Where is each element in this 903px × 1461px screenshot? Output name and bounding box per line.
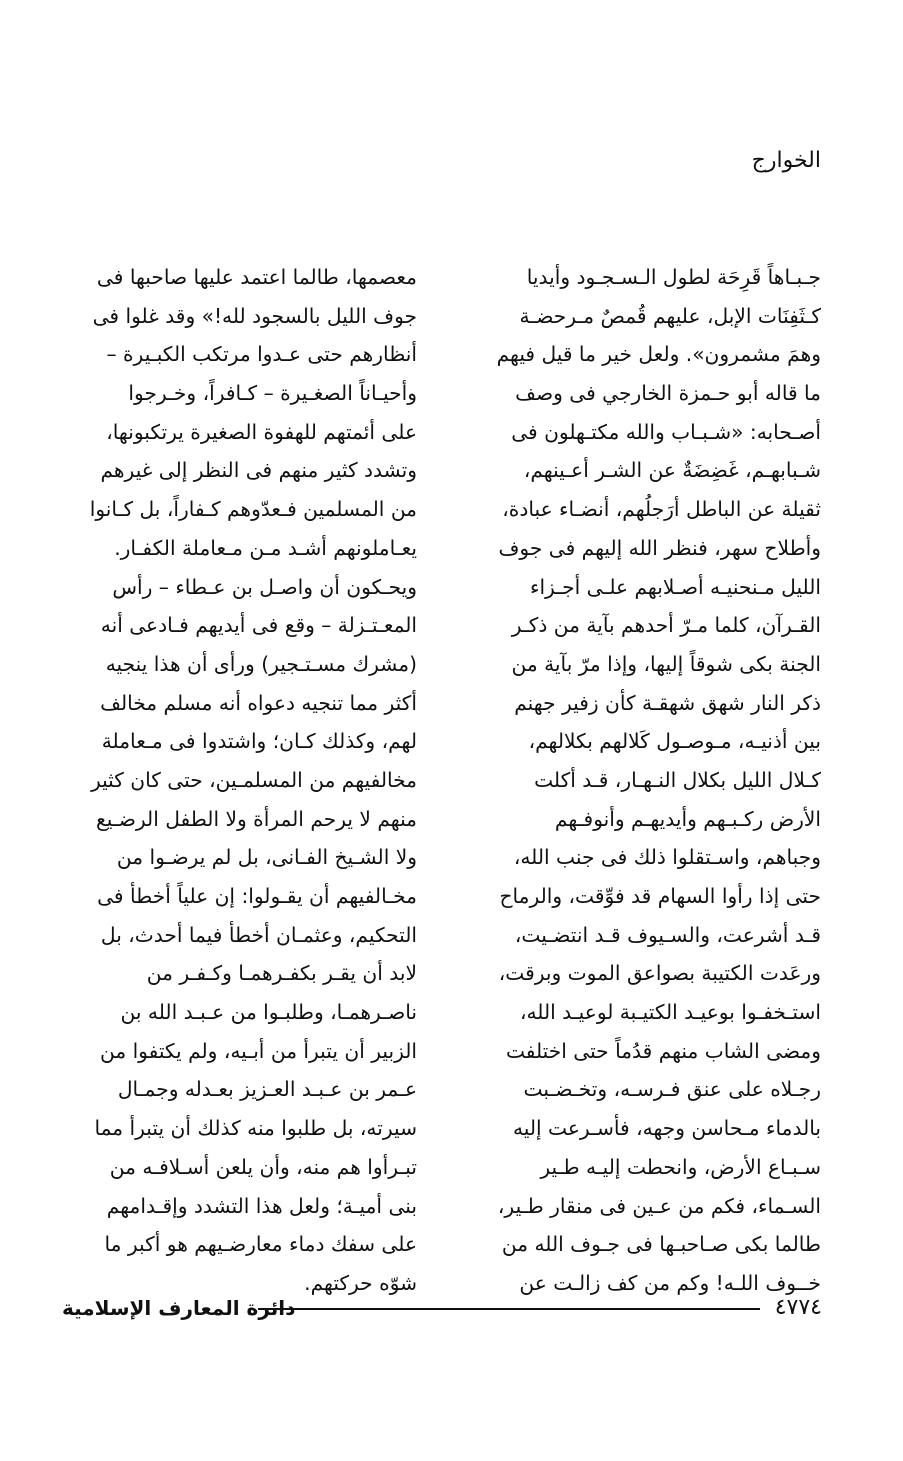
text-line: مخالفيهم من المسلمـين، حتى كان كثير xyxy=(90,767,417,792)
running-head-title: الخوارج xyxy=(751,148,821,173)
text-line: السـماء، فكم من عـين فى منقار طـير، xyxy=(497,1193,821,1218)
text-line: قـد أشرعت، والسـيوف قـد انتضـيت، xyxy=(514,922,821,947)
text-line: وهمَ مشمرون». ولعل خير ما قيل فيهم xyxy=(496,342,821,367)
text-line: بين أذنيـه، مـوصـول كَلالهم بكلالهم، xyxy=(528,729,821,754)
text-line: شـبابهـم، غَضِضَةٌ عن الشـر أعـينهم، xyxy=(523,458,821,483)
text-line: سـبـاع الأرض، وانحطت إليـه طـير xyxy=(540,1154,821,1179)
text-line: وأحيـاناً الصغـيرة – كـافراً، وخـرجوا xyxy=(128,381,417,406)
text-line: الجنة بكى شوقاً إليها، وإذا مرّ بآية من xyxy=(511,651,821,676)
text-column-right xyxy=(463,258,821,1303)
text-line: استـخفـوا بوعيـد الكتيـبة لوعيـد الله، xyxy=(519,1000,821,1025)
footer-divider xyxy=(258,1308,760,1310)
text-column-left xyxy=(59,258,417,1303)
text-line: كـثَفِنَات الإبل، عليهم قُمصٌ مـرحضـة xyxy=(519,303,821,328)
text-line: المعـتـزلة – وقع فى أيديهم فـادعى أنه xyxy=(100,613,417,638)
text-line: أنظارهم حتى عـدوا مرتكب الكبـيرة – xyxy=(106,342,417,367)
text-line: ولا الشـيخ الفـانى، بل لم يرضـوا من xyxy=(116,845,417,870)
text-line: (مشرك مسـتـجير) ورأى أن هذا ينجيه xyxy=(105,651,417,676)
page-footer xyxy=(62,1290,822,1326)
text-line: وتشدد كثير منهم فى النظر إلى غيرهم xyxy=(100,458,417,483)
text-line: أصـحابه: «شـبـاب والله مكتـهلون فى xyxy=(511,419,821,444)
text-line: التحكيم، وعثمـان أخطأ فيما أحدث، بل xyxy=(100,922,417,947)
text-line: خــوف اللـه! وكم من كف زالـت عن xyxy=(519,1270,821,1295)
text-line: أكثر مما تنجيه دعواه أنه مسلم مخالف xyxy=(100,690,417,715)
text-line: طالما بكى صـاحبـها فى جـوف الله من xyxy=(501,1232,821,1257)
text-line: لهم، وكذلك كـان؛ واشتدوا فى مـعاملة xyxy=(101,729,417,754)
page-number: ٤٧٧٤ xyxy=(774,1295,822,1320)
text-line: حتى إذا رأوا السهام قد فوِّقت، والرماح xyxy=(499,884,821,908)
text-line: ذكر النار شهق شهقـة كأن زفير جهنم xyxy=(514,690,821,715)
text-line: من المسلمين فـعدّوهم كـفاراً، بل كـانوا xyxy=(89,497,417,522)
publication-title: دائرة المعارف الإسلامية xyxy=(62,1296,296,1320)
text-line: مخـالفيهم أن يقـولوا: إن علياً أخطأ فى xyxy=(97,884,417,908)
text-line: الأرض ركـبـهم وأيديهـم وأنوفـهم xyxy=(554,806,821,831)
text-line: تبـرأوا هم منه، وأن يلعن أسـلافـه من xyxy=(109,1154,417,1179)
text-line: رجـلاه على عنق فـرسـه، وتخـضـبت xyxy=(523,1077,821,1102)
text-line: معصمها، طالما اعتمد عليها صاحبها فى xyxy=(96,265,417,289)
text-line: ما قاله أبو حـمزة الخارجي فى وصف xyxy=(515,381,821,406)
text-line: جوف الليل بالسجود لله!» وقد غلوا فى xyxy=(92,303,417,328)
text-line: يعـاملونهم أشـد مـن مـعاملة الكفـار. xyxy=(114,535,417,560)
text-line: شوّه حركتهم. xyxy=(304,1270,417,1295)
text-line: على أئمتهم للهفوة الصغيرة يرتكبونها، xyxy=(106,419,417,444)
text-line: ورعَدت الكتيبة بصواعق الموت وبرقت، xyxy=(498,961,821,986)
text-line: الزبير أن يتبرأ من أبـيه، ولم يكتفوا من xyxy=(99,1038,417,1063)
text-line: ويحـكون أن واصـل بن عـطاء – رأس xyxy=(112,574,417,599)
text-line: كـلال الليل بكلال النـهـار، قـد أكلت xyxy=(534,767,821,792)
text-line: على سفك دماء معارضـيهم هو أكبر ما xyxy=(104,1232,417,1257)
text-line: لابد أن يقـر بكفـرهمـا وكـفـر من xyxy=(146,961,417,986)
text-line: القـرآن، كلما مـرّ أحدهم بآية من ذكـر xyxy=(511,613,821,638)
text-line: عـمر بن عـبـد العـزيز بعـدله وجمـال xyxy=(117,1077,417,1102)
text-line: وأطلاح سهر، فنظر الله إليهم فى جوف xyxy=(498,535,821,560)
text-line: ومضى الشاب منهم قدُماً حتى اختلفت xyxy=(505,1038,821,1063)
text-line: الليل مـنحنيـه أصـلابهم علـى أجـزاء xyxy=(529,574,821,599)
text-line: سيرته، بل طلبوا منه كذلك أن يتبرأ مما xyxy=(94,1116,417,1141)
text-line: بنى أميـة؛ ولعل هذا التشدد وإقـدامهم xyxy=(106,1193,417,1218)
text-line: ثقيلة عن الباطل أرَجلُهم، أنضـاء عبادة، xyxy=(502,497,821,522)
text-line: بالدماء مـحاسن وجهه، فأسـرعت إليه xyxy=(512,1116,821,1141)
text-line: جـبـاهاً قَرِحَة لطول الـسـجـود وأيديا xyxy=(526,265,821,289)
text-line: منهم لا يرحم المرأة ولا الطفل الرضـيع xyxy=(96,806,417,831)
text-line: ناصـرهمـا، وطلبـوا من عـبـد الله بن xyxy=(120,1000,417,1025)
text-line: وجباهم، واسـتقلوا ذلك فى جنب الله، xyxy=(513,845,821,870)
